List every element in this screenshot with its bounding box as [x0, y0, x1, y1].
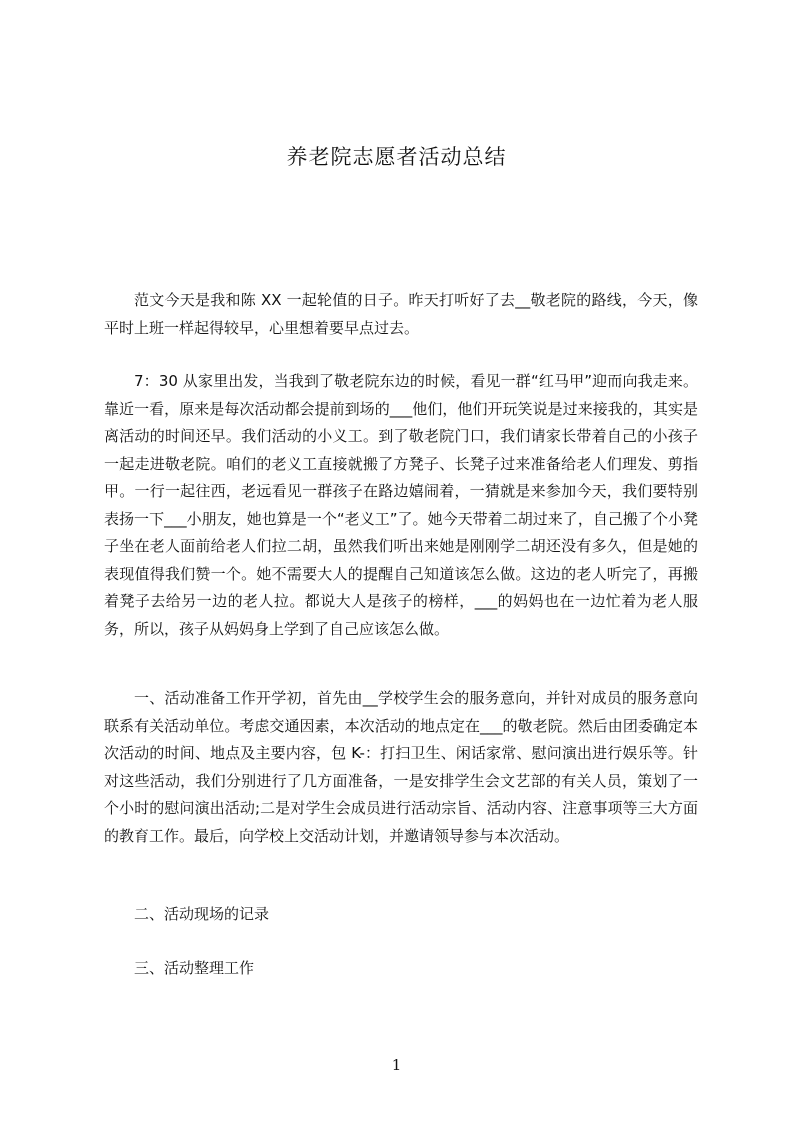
- paragraph-preparation: 一、活动准备工作开学初，首先由__学校学生会的服务意向，并针对成员的服务意向联系有关活动单位。考虑交通因素，本次活动的地点定在___的敬老院。然后由团委确定本次活动的时间、地点及主要内容，包 K-：打扫卫生、闲话家常、慰问演出进行娱乐等。针对这些活动，我们分别进行了几方面准备，一是安排学生会文艺部的有关人员，策划了一个小时的慰问演出活动;二是对学生会成员进行活动宗旨、活动内容、注意事项等三大方面的教育工作。最后，向学校上交活动计划，并邀请领导参与本次活动。: [104, 689, 698, 845]
- paragraph-intro: 范文今天是我和陈 XX 一起轮值的日子。昨天打听好了去__敬老院的路线，今天，像平时上班一样起得较早，心里想着要早点过去。: [104, 291, 698, 337]
- section-heading-organize: 三、活动整理工作: [134, 959, 255, 977]
- page-number: 1: [391, 1056, 402, 1074]
- document-title: 养老院志愿者活动总结: [286, 145, 507, 169]
- section-heading-record: 二、活动现场的记录: [134, 905, 270, 923]
- paragraph-morning: 7：30 从家里出发，当我到了敬老院东边的时候，看见一群“红马甲”迎而向我走来。靠近一看，原来是每次活动都会提前到场的___他们，他们开玩笑说是过来接我的，其实是离活动的时间还早。我们活动的小义工。到了敬老院门口，我们请家长带着自己的小孩子一起走进敬老院。咱们的老义工直接就搬了方凳子、长凳子过来准备给老人们理发、剪指甲。一行一起往西，老远看见一群孩子在路边嬉闹着，一猜就是来参加今天，我们要特别表扬一下___小朋友，她也算是一个“老义工”了。她今天带着二胡过来了，自己搬了个小凳子坐在老人面前给老人们拉二胡，虽然我们听出来她是刚刚学二胡还没有多久，但是她的表现值得我们赞一个。她不需要大人的提醒自己知道该怎么做。这边的老人听完了，再搬着凳子去给另一边的老人拉。都说大人是孩子的榜样，___的妈妈也在一边忙着为老人服务，所以，孩子从妈妈身上学到了自己应该怎么做。: [104, 372, 698, 638]
